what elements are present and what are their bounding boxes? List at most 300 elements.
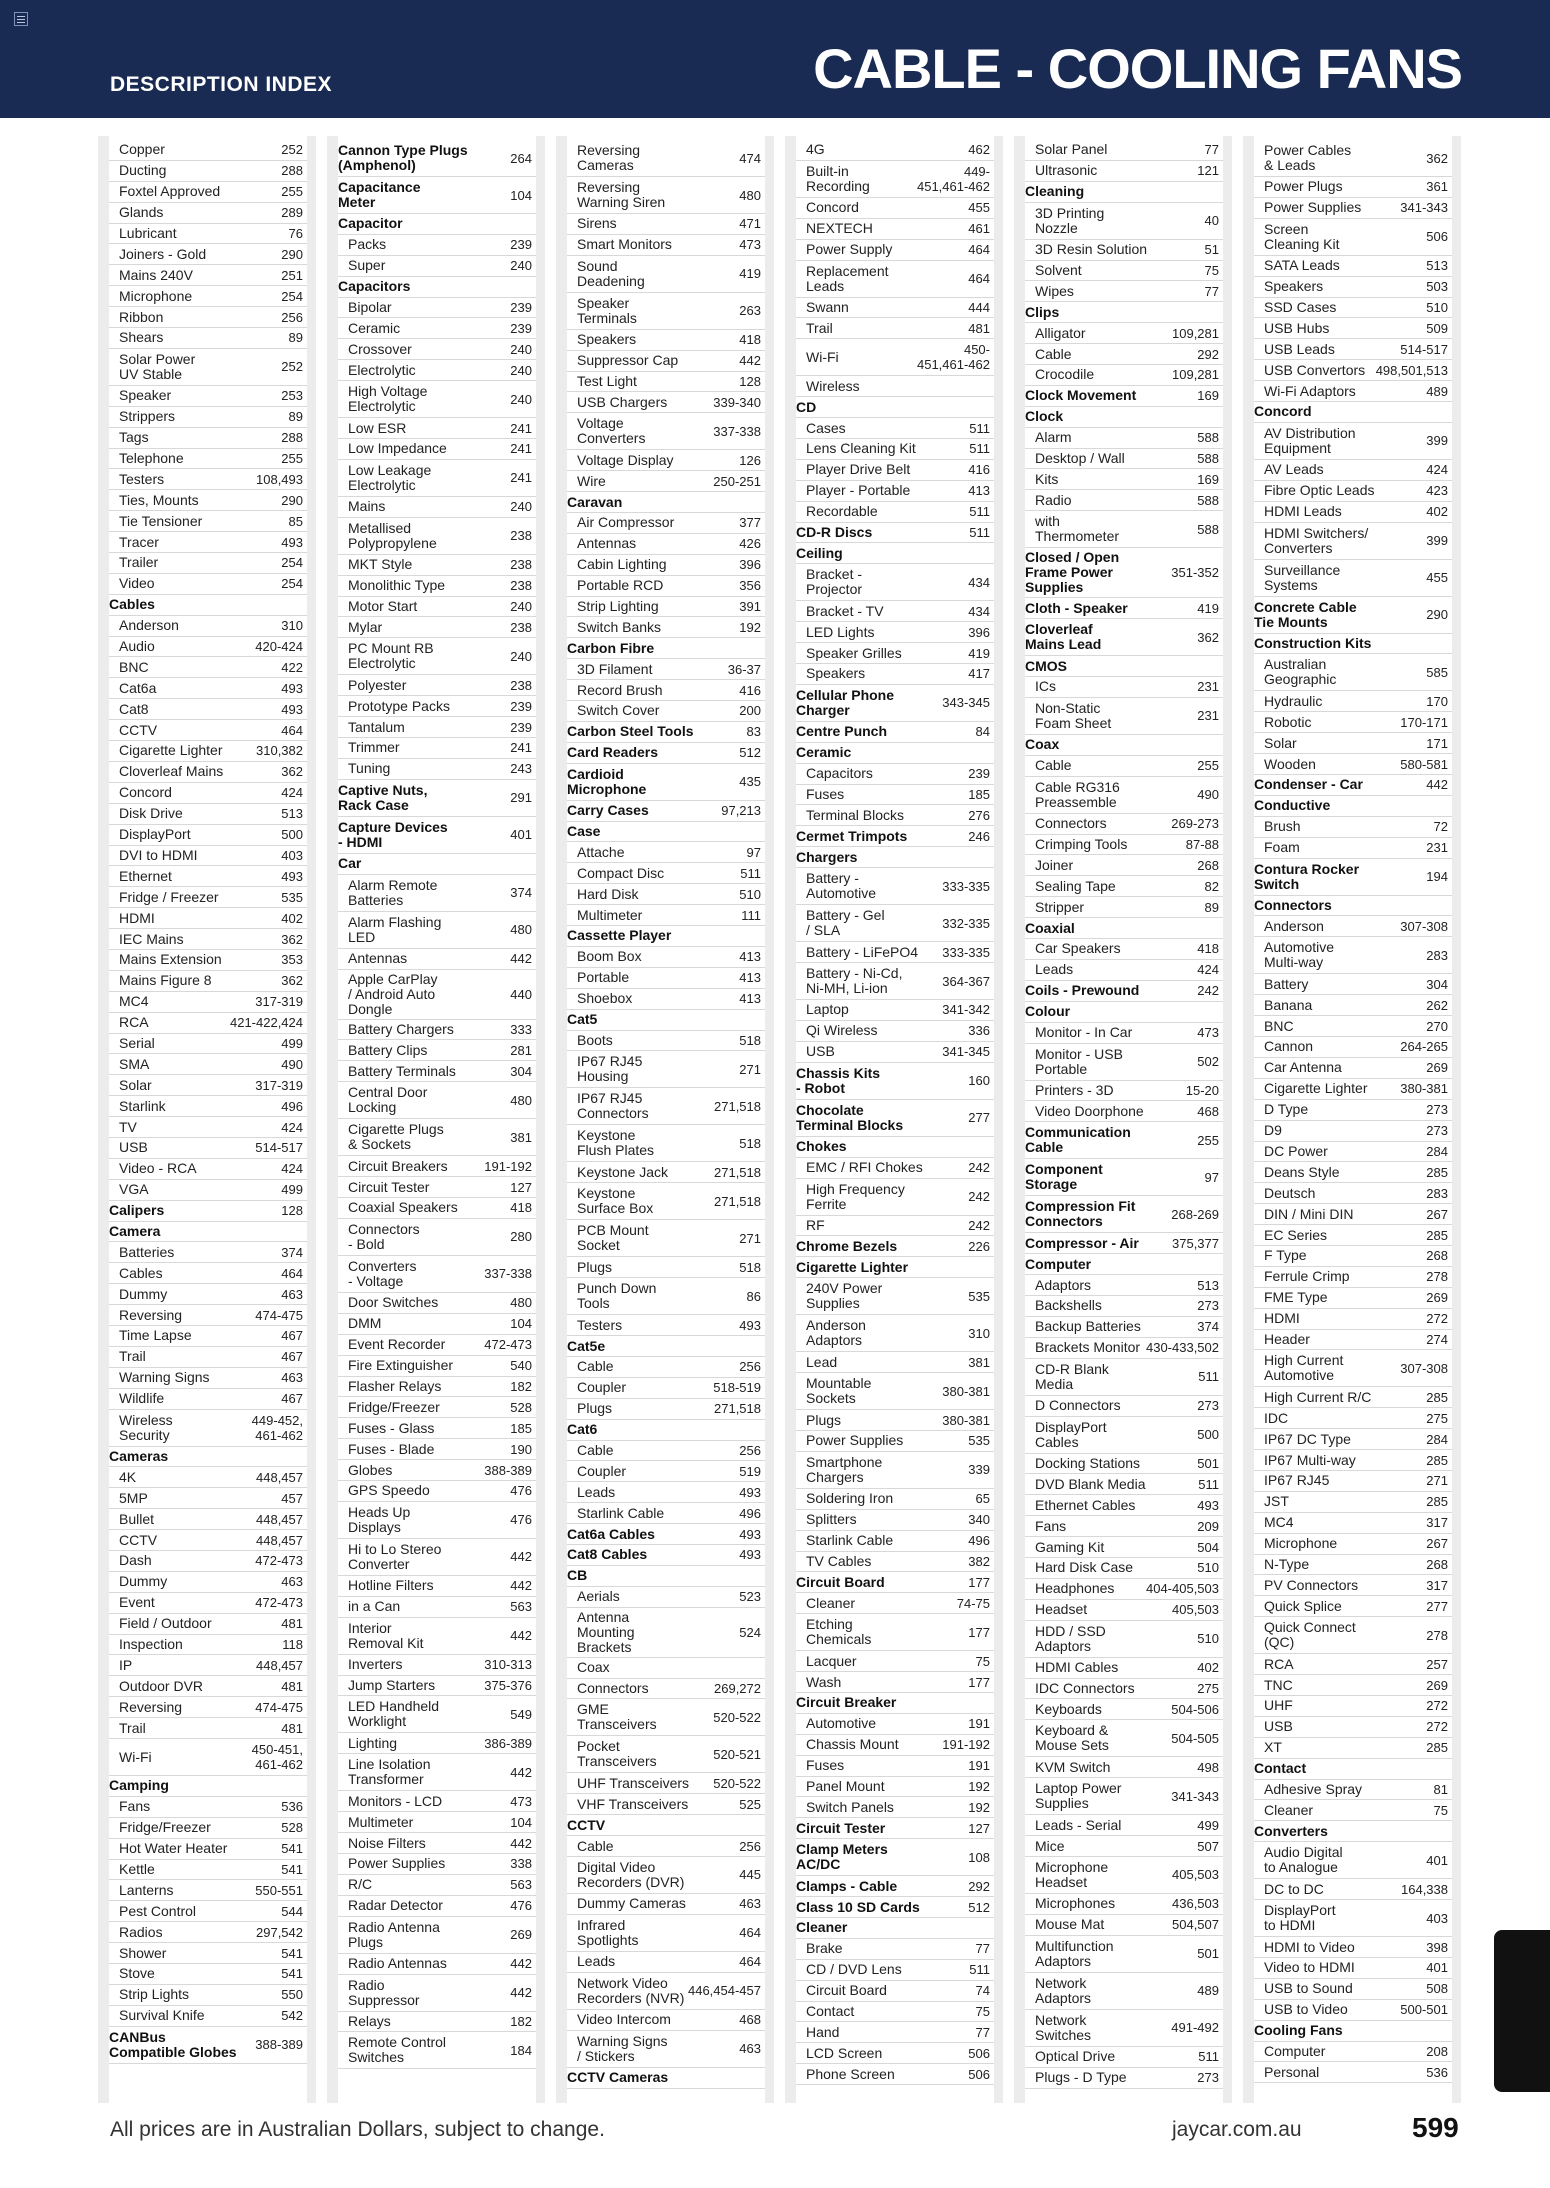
index-entry xyxy=(109,1676,307,1697)
entry-pages: 246 xyxy=(968,828,990,844)
entry-pages: 536 xyxy=(1426,2064,1448,2080)
entry-label: Calipers xyxy=(109,1202,165,1219)
index-entry xyxy=(1025,677,1223,698)
entry-pages: 481 xyxy=(281,1616,303,1632)
entry-label: Cable xyxy=(577,1441,614,1458)
entry-label: Disk Drive xyxy=(119,805,183,822)
entry-label: Header xyxy=(1264,1330,1310,1347)
index-entry xyxy=(567,680,765,701)
index-entry xyxy=(109,1739,307,1776)
entry-label: Battery - Ni-Cd, Ni-MH, Li-ion xyxy=(806,965,903,997)
entry-pages: 520-522 xyxy=(713,1709,761,1725)
index-entry xyxy=(338,1655,536,1676)
entry-pages: 506 xyxy=(968,2066,990,2082)
entry-label: Outdoor DVR xyxy=(119,1677,204,1694)
entry-pages: 493 xyxy=(281,680,303,696)
index-entry xyxy=(567,555,765,576)
index-entry xyxy=(109,1839,307,1860)
index-entry xyxy=(796,2002,994,2023)
entry-pages: 403 xyxy=(281,847,303,863)
index-entry xyxy=(1254,381,1452,402)
entry-pages: 310,382 xyxy=(256,743,303,759)
entry-pages: 510 xyxy=(1426,300,1448,315)
entry-label: Relays xyxy=(348,2012,391,2029)
entry-label: Coils - Prewound xyxy=(1025,982,1140,999)
entry-label: Inverters xyxy=(348,1656,403,1673)
index-entry xyxy=(1254,754,1452,775)
entry-pages: 489 xyxy=(1197,1983,1219,1999)
index-entry xyxy=(109,140,307,161)
index-entry xyxy=(109,469,307,490)
footer-site-link[interactable]: jaycar.com.au xyxy=(1172,2118,1302,2141)
index-heading xyxy=(567,822,765,843)
entry-pages: 240 xyxy=(510,391,532,407)
entry-pages: 288 xyxy=(281,163,303,179)
entry-pages: 104 xyxy=(510,187,532,203)
entry-label: Cassette Player xyxy=(567,927,672,944)
index-entry xyxy=(109,1880,307,1901)
index-entry xyxy=(109,182,307,203)
entry-pages: 182 xyxy=(510,1378,532,1394)
entry-pages: 588 xyxy=(1197,521,1219,537)
index-entry xyxy=(109,307,307,328)
entry-pages: 264-265 xyxy=(1400,1039,1448,1055)
entry-label: Backshells xyxy=(1035,1297,1102,1314)
entry-label: Video Doorphone xyxy=(1035,1102,1144,1119)
entry-pages: 170-171 xyxy=(1400,714,1448,730)
entry-label: Portable RCD xyxy=(577,577,664,594)
entry-label: TV xyxy=(119,1118,137,1135)
entry-label: Cat8 xyxy=(119,700,149,717)
entry-pages: 474-475 xyxy=(255,1307,303,1323)
index-entry xyxy=(1025,511,1223,548)
entry-label: Multimeter xyxy=(577,906,643,923)
index-heading xyxy=(796,847,994,868)
entry-pages: 278 xyxy=(1426,1269,1448,1285)
entry-label: 4K xyxy=(119,1468,137,1485)
index-entry xyxy=(796,868,994,905)
entry-label: 3D Printing Nozzle xyxy=(1035,204,1105,236)
menu-icon[interactable] xyxy=(14,12,28,26)
entry-pages: 463 xyxy=(739,1896,761,1912)
entry-pages: 405,503 xyxy=(1172,1602,1219,1618)
index-entry xyxy=(338,1975,536,2012)
index-entry xyxy=(109,1697,307,1718)
entry-pages: 269-273 xyxy=(1171,816,1219,832)
entry-pages: 374 xyxy=(281,1244,303,1260)
index-entry xyxy=(338,1833,536,1854)
index-entry xyxy=(567,1051,765,1088)
entry-pages: 81 xyxy=(1433,1781,1448,1797)
index-entry xyxy=(796,564,994,601)
index-entry xyxy=(796,963,994,1000)
entry-label: Sealing Tape xyxy=(1035,877,1116,894)
entry-label: Punch Down Tools xyxy=(577,1280,657,1312)
entry-pages: 364-367 xyxy=(942,973,990,989)
entry-pages: 496 xyxy=(739,1505,761,1521)
entry-label: Capture Devices - HDMI xyxy=(338,818,448,850)
entry-pages: 448,457 xyxy=(256,1532,303,1548)
index-entry xyxy=(796,481,994,502)
index-heading xyxy=(796,523,994,544)
entry-pages: 511 xyxy=(969,420,990,436)
entry-pages: 416 xyxy=(739,682,761,698)
entry-pages: 253 xyxy=(281,388,303,404)
entry-label: Optical Drive xyxy=(1035,2048,1116,2065)
index-entry xyxy=(796,1410,994,1431)
entry-label: RCA xyxy=(1264,1655,1294,1672)
entry-pages: 528 xyxy=(281,1820,303,1836)
entry-label: Ultrasonic xyxy=(1035,162,1098,179)
entry-label: Stove xyxy=(119,1965,155,1982)
entry-label: PCB Mount Socket xyxy=(577,1222,649,1254)
entry-pages: 292 xyxy=(968,1878,990,1894)
index-entry xyxy=(796,376,994,397)
entry-label: Plugs xyxy=(577,1258,613,1275)
entry-pages: 426 xyxy=(739,536,761,552)
entry-pages: 375,377 xyxy=(1172,1235,1219,1251)
index-heading xyxy=(338,214,536,235)
index-entry xyxy=(109,1551,307,1572)
entry-pages: 541 xyxy=(281,1945,303,1961)
entry-pages: 277 xyxy=(968,1110,990,1126)
entry-pages: 525 xyxy=(739,1796,761,1812)
entry-label: Trailer xyxy=(119,554,159,571)
entry-label: HDD / SSD Adaptors xyxy=(1035,1622,1106,1654)
index-entry xyxy=(1254,339,1452,360)
entry-pages: 191 xyxy=(968,1758,990,1774)
entry-label: 240V Power Supplies xyxy=(806,1280,883,1312)
index-entry xyxy=(338,1917,536,1954)
entry-label: Cable xyxy=(577,1837,614,1854)
index-entry xyxy=(1254,1654,1452,1675)
entry-pages: 464 xyxy=(739,1954,761,1970)
entry-pages: 424 xyxy=(1426,462,1448,478)
entry-pages: 480 xyxy=(510,922,532,938)
index-entry xyxy=(567,576,765,597)
entry-label: Clamps - Cable xyxy=(796,1877,898,1894)
entry-label: Robotic xyxy=(1264,713,1312,730)
entry-pages: 480 xyxy=(510,1092,532,1108)
entry-pages: 255 xyxy=(281,451,303,467)
index-heading xyxy=(567,926,765,947)
index-entry xyxy=(567,1699,765,1736)
entry-label: Fuses xyxy=(806,786,845,803)
entry-label: Fridge / Freezer xyxy=(119,888,219,905)
entry-pages: 285 xyxy=(1426,1164,1448,1180)
entry-label: Capacitors xyxy=(338,278,411,295)
index-entry xyxy=(1254,1900,1452,1937)
index-entry xyxy=(1025,1275,1223,1296)
entry-label: IP67 RJ45 Housing xyxy=(577,1053,643,1085)
index-entry xyxy=(109,1530,307,1551)
entry-pages: 271 xyxy=(1426,1473,1448,1489)
entry-label: Glands xyxy=(119,204,164,221)
index-entry xyxy=(1254,995,1452,1016)
index-entry xyxy=(1025,876,1223,897)
entry-pages: 419 xyxy=(1197,600,1219,616)
entry-pages: 256 xyxy=(739,1442,761,1458)
entry-pages: 528 xyxy=(510,1399,532,1415)
entry-pages: 419 xyxy=(968,645,990,661)
entry-pages: 374 xyxy=(1197,1319,1219,1335)
entry-label: RF xyxy=(806,1216,825,1233)
entry-label: Laptop xyxy=(806,1001,849,1018)
entry-label: Coupler xyxy=(577,1462,627,1479)
entry-label: Reversing Warning Siren xyxy=(577,179,666,210)
entry-label: USB to Sound xyxy=(1264,1980,1353,1997)
entry-label: AV Leads xyxy=(1264,461,1324,478)
entry-label: Mains xyxy=(348,498,386,515)
entry-label: Speaker xyxy=(119,387,172,404)
index-entry xyxy=(1254,1309,1452,1330)
entry-pages: 273 xyxy=(1426,1102,1448,1118)
entry-label: Coaxial Speakers xyxy=(348,1199,458,1216)
entry-label: Test Light xyxy=(577,373,637,389)
index-entry xyxy=(109,1284,307,1305)
entry-label: TNC xyxy=(1264,1676,1293,1693)
entry-pages: 513 xyxy=(1197,1277,1219,1293)
index-entry xyxy=(567,1378,765,1399)
entry-label: Automotive xyxy=(806,1715,877,1732)
entry-pages: 285 xyxy=(1426,1452,1448,1468)
entry-label: Fibre Optic Leads xyxy=(1264,482,1375,499)
entry-pages: 340 xyxy=(968,1512,990,1528)
entry-label: USB Leads xyxy=(1264,340,1335,357)
entry-label: IP xyxy=(119,1656,133,1673)
entry-pages: 239 xyxy=(510,698,532,714)
entry-label: Anderson Adaptors xyxy=(806,1317,866,1349)
entry-label: High Current Automotive xyxy=(1264,1352,1344,1384)
entry-pages: 442 xyxy=(510,1764,532,1780)
index-entry xyxy=(1254,1879,1452,1900)
entry-label: Screen Cleaning Kit xyxy=(1264,220,1340,252)
entry-pages: 278 xyxy=(1426,1627,1448,1643)
index-entry xyxy=(338,696,536,717)
index-heading xyxy=(1025,302,1223,323)
entry-label: Switch Banks xyxy=(577,618,662,635)
entry-label: Warning Signs / Stickers xyxy=(577,2032,668,2064)
entry-label: Shears xyxy=(119,329,164,346)
entry-label: Battery Terminals xyxy=(348,1062,456,1079)
entry-label: Metallised Polypropylene xyxy=(348,519,437,551)
entry-label: Switch Cover xyxy=(577,702,660,719)
index-entry xyxy=(1025,1915,1223,1936)
index-entry xyxy=(338,1397,536,1418)
index-entry xyxy=(338,1439,536,1460)
entry-label: Record Brush xyxy=(577,681,663,698)
entry-label: DVD Blank Media xyxy=(1035,1475,1146,1492)
entry-pages: 262 xyxy=(1426,997,1448,1013)
entry-label: Warning Signs xyxy=(119,1369,210,1386)
entry-label: Voltage Converters xyxy=(577,415,646,447)
index-entry xyxy=(109,1389,307,1410)
entry-label: Wire xyxy=(577,472,606,489)
entry-pages: 457 xyxy=(281,1490,303,1506)
entry-label: Battery - LiFePO4 xyxy=(806,943,919,960)
entry-label: Docking Stations xyxy=(1035,1454,1141,1471)
index-entry xyxy=(1254,318,1452,339)
entry-label: Battery - Automotive xyxy=(806,870,877,902)
index-entry xyxy=(567,968,765,989)
entry-label: F Type xyxy=(1264,1247,1307,1264)
entry-pages: 238 xyxy=(510,557,532,573)
entry-label: Replacement Leads xyxy=(806,262,889,294)
entry-pages: 177 xyxy=(968,1674,990,1690)
entry-pages: 540 xyxy=(510,1358,532,1374)
entry-label: MC4 xyxy=(119,993,149,1010)
index-entry xyxy=(796,219,994,240)
entry-label: HDMI Cables xyxy=(1035,1659,1119,1676)
entry-label: Power Supplies xyxy=(348,1855,446,1872)
entry-pages: 108,493 xyxy=(256,471,303,487)
entry-pages: 499 xyxy=(1197,1817,1219,1833)
index-column-3 xyxy=(556,136,774,2103)
entry-pages: 267 xyxy=(1426,1206,1448,1222)
entry-label: Pocket Transceivers xyxy=(577,1738,657,1770)
entry-pages: 285 xyxy=(1426,1227,1448,1243)
index-entry xyxy=(1025,2068,1223,2089)
index-entry xyxy=(567,214,765,235)
entry-pages: 442 xyxy=(1426,777,1448,793)
entry-pages: 160 xyxy=(968,1073,990,1089)
entry-label: Infrared Spotlights xyxy=(577,1916,639,1948)
entry-pages: 588 xyxy=(1197,430,1219,446)
entry-pages: 177 xyxy=(968,1624,990,1640)
index-entry xyxy=(567,1658,765,1679)
entry-label: Recordable xyxy=(806,503,878,520)
index-entry xyxy=(338,1061,536,1082)
index-heading xyxy=(796,1839,994,1876)
entry-label: Car Speakers xyxy=(1035,940,1121,957)
entry-label: Wireless xyxy=(806,377,860,394)
index-entry xyxy=(109,616,307,637)
index-entry xyxy=(109,1467,307,1488)
entry-pages: 251 xyxy=(281,267,303,283)
index-entry xyxy=(1254,219,1452,256)
index-entry xyxy=(796,622,994,643)
index-entry xyxy=(109,1096,307,1117)
index-heading xyxy=(567,492,765,513)
index-entry xyxy=(1254,1350,1452,1387)
entry-pages: 339 xyxy=(968,1462,990,1478)
entry-pages: 467 xyxy=(281,1349,303,1365)
index-heading xyxy=(796,1257,994,1278)
index-entry xyxy=(567,1257,765,1278)
entry-label: Component Storage xyxy=(1025,1161,1103,1193)
entry-pages: 496 xyxy=(281,1098,303,1114)
index-entry xyxy=(1254,256,1452,277)
index-heading xyxy=(796,1918,994,1939)
entry-label: Starlink Cable xyxy=(806,1532,894,1549)
index-entry xyxy=(338,638,536,675)
entry-pages: 563 xyxy=(510,1877,532,1893)
entry-label: DIN / Mini DIN xyxy=(1264,1205,1354,1222)
entry-pages: 536 xyxy=(281,1799,303,1815)
index-entry xyxy=(338,381,536,418)
entry-label: Cat6 xyxy=(567,1421,598,1438)
entry-label: Jump Starters xyxy=(348,1676,436,1693)
entry-pages: 241 xyxy=(510,470,532,486)
entry-label: HDMI Leads xyxy=(1264,503,1342,520)
entry-label: Adaptors xyxy=(1035,1276,1092,1293)
entry-label: Class 10 SD Cards xyxy=(796,1898,920,1915)
entry-label: Cat6a Cables xyxy=(567,1525,655,1542)
index-entry xyxy=(796,261,994,298)
entry-label: Radio Antennas xyxy=(348,1955,447,1972)
entry-label: 3D Filament xyxy=(577,660,653,677)
entry-pages: 401 xyxy=(1426,1960,1448,1976)
index-heading xyxy=(796,543,994,564)
index-entry xyxy=(338,1539,536,1576)
entry-pages: 252 xyxy=(281,142,303,158)
entry-label: CCTV xyxy=(119,1531,158,1548)
index-entry xyxy=(109,1034,307,1055)
index-heading xyxy=(567,2068,765,2089)
index-entry xyxy=(567,659,765,680)
entry-label: Solar xyxy=(1264,734,1297,751)
entry-label: Solar Panel xyxy=(1035,141,1108,158)
entry-pages: 388-389 xyxy=(255,2037,303,2053)
entry-label: Circuit Board xyxy=(806,1982,887,1999)
index-entry xyxy=(338,418,536,439)
entry-pages: 254 xyxy=(281,288,303,304)
entry-label: D Connectors xyxy=(1035,1397,1121,1414)
index-entry xyxy=(796,2022,994,2043)
entry-pages: 503 xyxy=(1426,279,1448,295)
entry-pages: 271,518 xyxy=(714,1401,761,1417)
entry-label: Kits xyxy=(1035,470,1059,487)
index-entry xyxy=(1254,1979,1452,2000)
entry-pages: 338 xyxy=(510,1856,532,1872)
index-heading xyxy=(1025,598,1223,619)
index-entry xyxy=(1025,939,1223,960)
entry-label: Survival Knife xyxy=(119,2007,205,2024)
index-entry xyxy=(338,1481,536,1502)
index-heading xyxy=(567,1420,765,1441)
entry-label: Australian Geographic xyxy=(1264,656,1337,688)
entry-label: Event xyxy=(119,1594,155,1611)
entry-pages: 442 xyxy=(510,1578,532,1594)
entry-label: Portable xyxy=(577,969,630,986)
index-heading xyxy=(1025,407,1223,428)
entry-label: Cleaner xyxy=(796,1919,848,1936)
index-entry xyxy=(338,1418,536,1439)
index-entry xyxy=(338,597,536,618)
entry-label: Player - Portable xyxy=(806,482,911,499)
index-entry xyxy=(796,460,994,481)
entry-label: Apple CarPlay / Android Auto Dongle xyxy=(348,970,438,1017)
index-entry xyxy=(109,1922,307,1943)
index-entry xyxy=(1025,1894,1223,1915)
index-entry xyxy=(1025,1417,1223,1454)
index-entry xyxy=(109,950,307,971)
entry-pages: 473 xyxy=(739,237,761,253)
entry-pages: 402 xyxy=(1426,504,1448,520)
entry-label: GME Transceivers xyxy=(577,1701,657,1733)
index-entry xyxy=(1254,2000,1452,2021)
entry-label: Battery - Gel / SLA xyxy=(806,907,885,939)
entry-pages: 317-319 xyxy=(255,994,303,1010)
entry-label: Power Cables & Leads xyxy=(1264,142,1352,173)
index-entry xyxy=(796,1042,994,1063)
entry-pages: 401 xyxy=(510,827,532,843)
index-entry xyxy=(567,471,765,492)
entry-pages: 128 xyxy=(281,1203,303,1219)
index-entry xyxy=(796,1510,994,1531)
index-entry xyxy=(567,1441,765,1462)
entry-pages: 480 xyxy=(739,187,761,203)
